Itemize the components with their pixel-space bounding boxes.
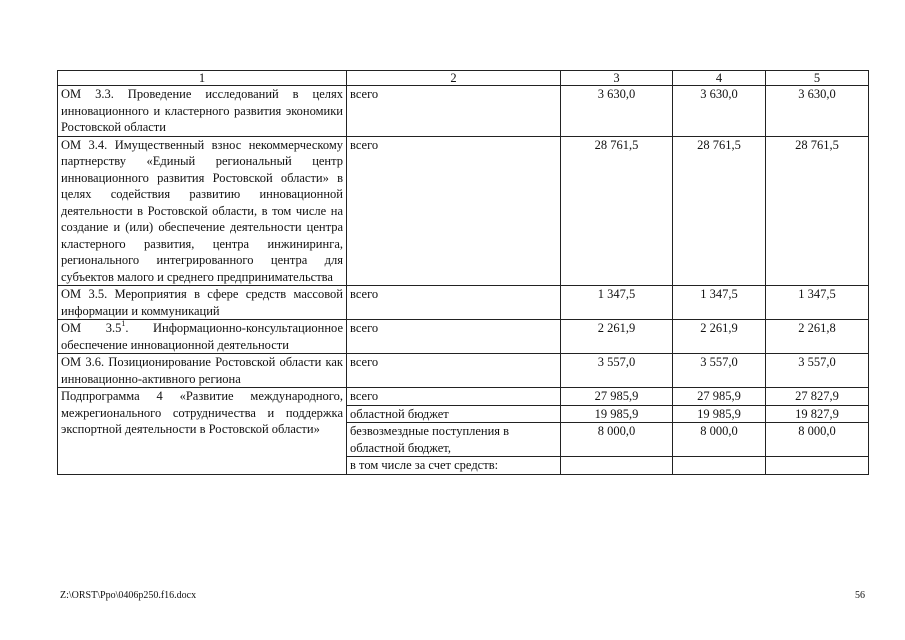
value-col4: 27 985,9 (673, 388, 766, 406)
measure-title: ОМ 3.4. Имущественный взнос некоммерческому партнерству «Единый региональный центр инновационного развития Ростовской области» в целях содействия развитию инновационной деятельности в Ростовской области, в том числе на создание и (или) обеспечение деятельности центра кластерного развития, центра инжиниринга, регионального интегрированного центра для субъектов малого и среднего предпринимательства (58, 136, 347, 286)
funding-source: всего (347, 86, 561, 137)
value-col3: 3 630,0 (561, 86, 673, 137)
value-col4: 1 347,5 (673, 286, 766, 320)
funding-source: всего (347, 388, 561, 406)
value-col4: 28 761,5 (673, 136, 766, 286)
value-col5: 2 261,8 (766, 320, 869, 354)
value-col3 (561, 457, 673, 475)
value-col4: 3 630,0 (673, 86, 766, 137)
measure-title (58, 320, 347, 354)
value-col5: 19 827,9 (766, 405, 869, 423)
value-col5 (766, 457, 869, 475)
value-col3: 19 985,9 (561, 405, 673, 423)
value-col4: 8 000,0 (673, 423, 766, 457)
measure-title-code: ОМ 3.5 (61, 321, 122, 335)
value-col5: 27 827,9 (766, 388, 869, 406)
table-row (58, 354, 869, 388)
header-cell-2: 2 (347, 71, 561, 86)
value-col4: 2 261,9 (673, 320, 766, 354)
measure-title-superscript: 1 (121, 319, 126, 328)
table-row (58, 86, 869, 137)
table-row (58, 320, 869, 354)
value-col5: 3 557,0 (766, 354, 869, 388)
value-col5: 8 000,0 (766, 423, 869, 457)
budget-table (57, 70, 869, 475)
funding-source: областной бюджет (347, 405, 561, 423)
funding-source: в том числе за счет средств: (347, 457, 561, 475)
page-number: 56 (855, 590, 865, 601)
value-col3: 27 985,9 (561, 388, 673, 406)
value-col3: 3 557,0 (561, 354, 673, 388)
value-col5: 3 630,0 (766, 86, 869, 137)
value-col3: 8 000,0 (561, 423, 673, 457)
measure-title: ОМ 3.5. Мероприятия в сфере средств массовой информации и коммуникаций (58, 286, 347, 320)
table-row (58, 388, 869, 406)
header-cell-3: 3 (561, 71, 673, 86)
funding-source: безвозмездные поступления в областной бюджет, (347, 423, 561, 457)
subprogram-title: Подпрограмма 4 «Развитие международного, межрегионального сотрудничества и поддержка экспортной деятельности в Ростовской области» (58, 388, 347, 475)
header-row (58, 71, 869, 86)
measure-title: ОМ 3.6. Позиционирование Ростовской области как инновационно-активного региона (58, 354, 347, 388)
funding-source: всего (347, 320, 561, 354)
measure-title-text: . Информационно-консультационное обеспечение инновационной деятельности (61, 321, 343, 352)
value-col3: 1 347,5 (561, 286, 673, 320)
value-col3: 28 761,5 (561, 136, 673, 286)
value-col4: 3 557,0 (673, 354, 766, 388)
header-cell-5: 5 (766, 71, 869, 86)
value-col4: 19 985,9 (673, 405, 766, 423)
value-col5: 28 761,5 (766, 136, 869, 286)
value-col5: 1 347,5 (766, 286, 869, 320)
file-path: Z:\ORST\Ppo\0406p250.f16.docx (60, 590, 197, 601)
table-row (58, 136, 869, 286)
header-cell-4: 4 (673, 71, 766, 86)
header-cell-1: 1 (58, 71, 347, 86)
measure-title: ОМ 3.3. Проведение исследований в целях инновационного и кластерного развития экономики Ростовской области (58, 86, 347, 137)
value-col4 (673, 457, 766, 475)
funding-source: всего (347, 136, 561, 286)
funding-source: всего (347, 354, 561, 388)
table-row (58, 286, 869, 320)
funding-source: всего (347, 286, 561, 320)
value-col3: 2 261,9 (561, 320, 673, 354)
